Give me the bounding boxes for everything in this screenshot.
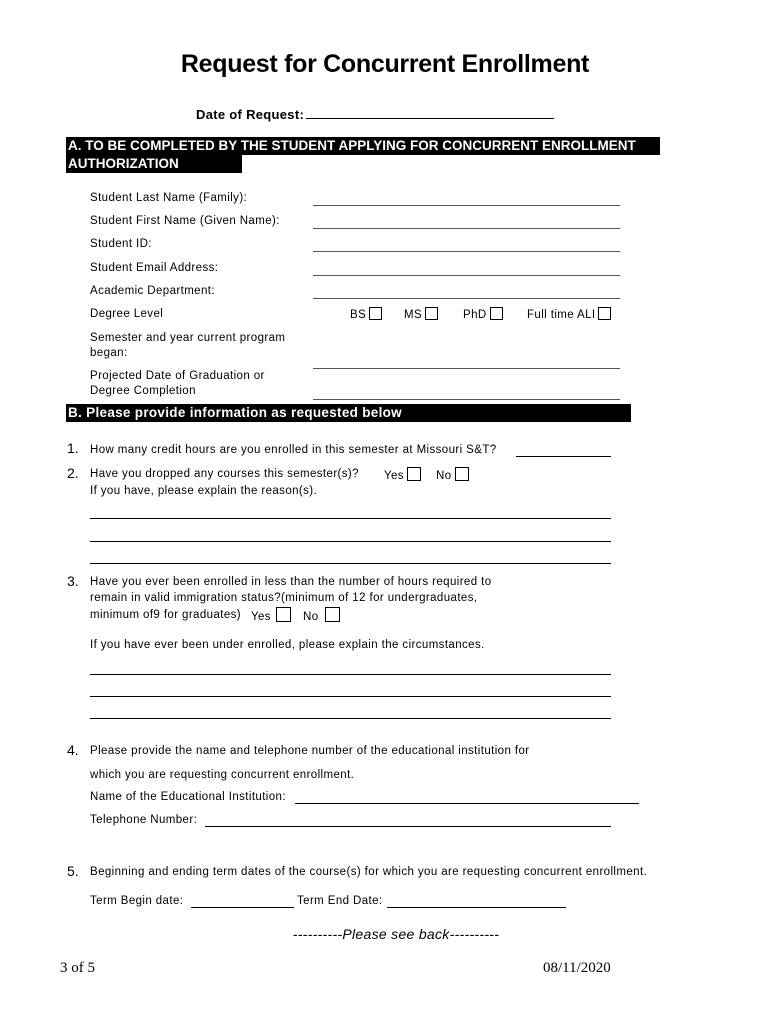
section-a-heading-line2: AUTHORIZATION [66,155,242,173]
q2-no-label: No [436,470,452,482]
page-title: Request for Concurrent Enrollment [180,50,590,78]
page-number: 3 of 5 [60,960,95,976]
q3-yes-option[interactable] [251,607,291,623]
degree-option-ali[interactable] [527,307,611,321]
q2-yes-option[interactable] [384,467,421,482]
section-b-heading: B. Please provide information as requested below [66,404,631,422]
degree-level-label: Degree Level [90,308,164,320]
q1-number: 1. [67,440,79,456]
q3-number: 3. [67,573,79,589]
footer-date: 08/11/2020 [543,960,611,976]
q3-yes-checkbox[interactable] [276,607,291,622]
q3-no-checkbox[interactable] [325,607,340,622]
q2-number: 2. [67,465,79,481]
q3-yes-label: Yes [251,611,271,623]
degree-option-bs-label: BS [350,309,367,321]
first-name-field[interactable] [313,228,620,229]
department-field[interactable] [313,298,620,299]
department-label: Academic Department: [90,285,215,297]
q1-answer-field[interactable] [516,456,611,457]
degree-phd-checkbox[interactable] [490,307,503,320]
degree-bs-checkbox[interactable] [369,307,382,320]
email-field[interactable] [313,275,620,276]
date-of-request-label: Date of Request: [196,107,305,122]
section-a-heading-line1: A. TO BE COMPLETED BY THE STUDENT APPLYING FOR CONCURRENT ENROLLMENT [66,137,660,155]
degree-option-phd[interactable] [463,307,503,321]
telephone-label: Telephone Number: [90,814,198,826]
q3-text-line2: remain in valid immigration status?(minimum of 12 for undergraduates, [90,592,478,604]
q3-no-label: No [303,611,319,623]
degree-option-ms[interactable] [404,307,438,321]
date-of-request-field[interactable] [306,106,554,119]
q4-text-line2: which you are requesting concurrent enrollment. [90,769,355,781]
q2-text: Have you dropped any courses this semester(s)? [90,468,359,480]
q2-explain-line-3[interactable] [90,563,611,564]
student-id-label: Student ID: [90,238,152,250]
semester-label-line1: Semester and year current program [90,332,286,344]
q5-number: 5. [67,863,79,879]
q3-no-option[interactable] [303,607,340,623]
see-back-note: ----------Please see back---------- [292,926,500,942]
institution-field[interactable] [295,803,639,804]
graduation-field[interactable] [313,399,620,400]
term-end-label: Term End Date: [297,895,383,907]
term-end-field[interactable] [387,907,566,908]
graduation-label-line1: Projected Date of Graduation or [90,370,265,382]
q3-explain-line-1[interactable] [90,674,611,675]
q3-text-line1: Have you ever been enrolled in less than the number of hours required to [90,576,492,588]
q5-text: Beginning and ending term dates of the course(s) for which you are requesting concurrent enrollment. [90,866,648,878]
q2-yes-checkbox[interactable] [407,467,421,481]
student-id-field[interactable] [313,251,620,252]
degree-ali-checkbox[interactable] [598,307,611,320]
q2-no-option[interactable] [436,467,469,482]
q4-number: 4. [67,742,79,758]
degree-option-ms-label: MS [404,309,423,321]
q2-explain-line-1[interactable] [90,518,611,519]
q3-followup: If you have ever been under enrolled, please explain the circumstances. [90,639,485,651]
last-name-field[interactable] [313,205,620,206]
telephone-field[interactable] [205,826,611,827]
q2-explain-line-2[interactable] [90,541,611,542]
last-name-label: Student Last Name (Family): [90,192,248,204]
degree-option-phd-label: PhD [463,309,487,321]
first-name-label: Student First Name (Given Name): [90,215,280,227]
q2-yes-label: Yes [384,470,404,482]
term-begin-field[interactable] [191,907,294,908]
q1-text: How many credit hours are you enrolled in this semester at Missouri S&T? [90,444,497,456]
q3-text-line3: minimum of9 for graduates) [90,609,242,621]
semester-field[interactable] [313,368,620,369]
semester-label-line2: began: [90,347,128,359]
q3-explain-line-2[interactable] [90,696,611,697]
degree-option-bs[interactable] [350,307,382,321]
degree-ms-checkbox[interactable] [425,307,438,320]
date-of-request [196,106,554,122]
q3-explain-line-3[interactable] [90,718,611,719]
q2-followup: If you have, please explain the reason(s). [90,485,318,497]
email-label: Student Email Address: [90,262,219,274]
q4-text-line1: Please provide the name and telephone number of the educational institution for [90,745,530,757]
term-begin-label: Term Begin date: [90,895,184,907]
degree-option-ali-label: Full time ALI [527,309,596,321]
q2-no-checkbox[interactable] [455,467,469,481]
institution-label: Name of the Educational Institution: [90,791,286,803]
graduation-label-line2: Degree Completion [90,385,196,397]
